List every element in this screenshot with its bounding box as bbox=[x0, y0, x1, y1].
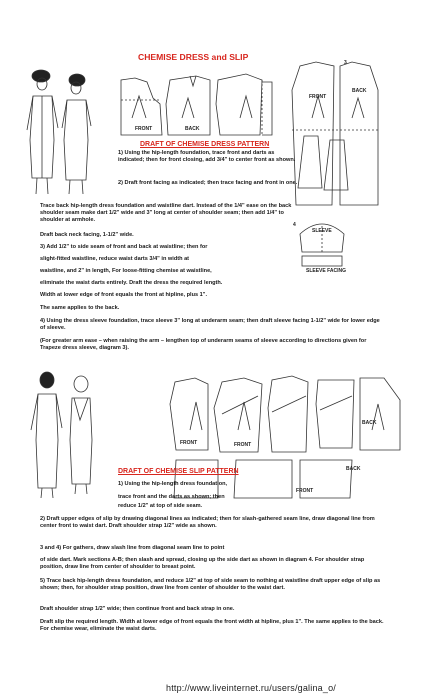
diagram-3-back-label: BACK bbox=[352, 88, 367, 94]
slip-paragraph: Draft shoulder strap 1/2" wide; then continue front and back strap in one. bbox=[40, 606, 235, 612]
dress-paragraph: eliminate the waist darts entirely. Draft the dress the required length. bbox=[40, 280, 223, 286]
dress-paragraph: 3) Add 1/2" to side seam of front and back at waistline; then for bbox=[40, 244, 208, 250]
slip-paragraph: 2) Draft upper edges of slip by drawing diagonal lines as indicated; then for slash-gathered seam line, draw diagonal line from center front to waist dart. Draft shoulder strap 1/2" wide as shown. bbox=[40, 516, 375, 530]
slip-front-label: FRONT bbox=[180, 440, 198, 446]
sleeve-label: SLEEVE bbox=[312, 228, 332, 234]
slip-figure-right bbox=[70, 376, 92, 494]
sleeve-facing-label: SLEEVE FACING bbox=[306, 268, 347, 274]
diagram-1-back-label: BACK bbox=[185, 126, 200, 132]
source-url[interactable]: http://www.liveinternet.ru/users/galina_o/ bbox=[166, 683, 336, 693]
dress-paragraph: slight-fitted waistline, reduce waist darts 3/4" in width at bbox=[40, 256, 190, 262]
slip-diagram-4 bbox=[316, 380, 354, 448]
diagram-3-number: 3 bbox=[344, 60, 347, 66]
slip-subtitle: DRAFT OF CHEMISE SLIP PATTERN bbox=[118, 468, 239, 475]
slip-front-label: FRONT bbox=[234, 442, 252, 448]
dress-paragraph: Trace back hip-length dress foundation and waistline dart. Instead of the 1/4" ease on the back shoulder seam make dart 1/2" wide and 3" long at center of shoulder seam; then add 1/4" to shoulder at armhole. bbox=[40, 203, 292, 224]
slip-back-label: BACK bbox=[346, 466, 361, 472]
dress-paragraph: waistline, and 2" in length, For loose-fitting chemise at waistline, bbox=[40, 268, 212, 274]
dress-step-2: 2) Draft front facing as indicated; then trace facing and front in one. bbox=[118, 180, 298, 186]
dress-paragraph: Width at lower edge of front equals the front at hipline, plus 1". bbox=[40, 292, 208, 298]
slip-paragraph: 5) Trace back hip-length dress foundation, and reduce 1/2" at top of side seam to nothing at waistline draft upper edge of slip as shown; then, for shoulder strap position, draw line from center of shoulder to the waist dart. bbox=[40, 578, 381, 592]
page-title: CHEMISE DRESS and SLIP bbox=[138, 52, 249, 62]
slip-paragraph: Draft slip the required length. Width at lower edge of front equals the front width at hipline, plus 1". The same applies to the back. For chemise wear, eliminate the waist darts. bbox=[40, 619, 384, 633]
diagram-3-front-label: FRONT bbox=[309, 94, 327, 100]
slip-step-1: trace front and the darts as shown; then bbox=[118, 494, 225, 500]
slip-step-1: 1) Using the hip-length dress foundation, bbox=[118, 481, 228, 487]
dress-paragraph: Draft back neck facing, 1-1/2" wide. bbox=[40, 232, 134, 238]
slip-diagram-5 bbox=[360, 378, 400, 450]
slip-paragraph: of side dart. Mark sections A-B; then slash and spread, closing up the side dart as shown in diagram 4. For shoulder strap position, draw line from center of shoulder to breast point. bbox=[40, 557, 365, 571]
dress-paragraph: The same applies to the back. bbox=[40, 305, 120, 311]
dress-paragraph: 4) Using the dress sleeve foundation, trace sleeve 3" long at underarm seam; then draft sleeve facing 1-1/2" wide for lower edge of sleeve. bbox=[40, 318, 380, 332]
slip-figure-left bbox=[31, 372, 62, 498]
dress-paragraph: (For greater arm ease – when raising the arm – lengthen top of underarm seams of sleeve according to directions given for Trapeze dress sleeve, diagram 3). bbox=[40, 338, 367, 352]
slip-lower-diagram bbox=[174, 460, 352, 498]
slip-paragraph: 3 and 4) For gathers, draw slash line from diagonal seam line to point bbox=[40, 545, 225, 551]
slip-diagram-2 bbox=[214, 378, 262, 452]
slip-front-label: FRONT bbox=[296, 488, 314, 494]
slip-diagram-3 bbox=[268, 376, 308, 452]
slip-back-label: BACK bbox=[362, 420, 377, 426]
dress-subtitle: DRAFT OF CHEMISE DRESS PATTERN bbox=[140, 141, 270, 148]
diagram-1-front-label: FRONT bbox=[135, 126, 153, 132]
dress-step-1: 1) Using the hip-length foundation, trace front and darts as indicated; then for front closing, add 3/4" to center front as shown. bbox=[118, 150, 296, 164]
slip-step-1: reduce 1/2" at top of side seam. bbox=[118, 503, 203, 509]
diagram-4-number: 4 bbox=[293, 222, 296, 228]
